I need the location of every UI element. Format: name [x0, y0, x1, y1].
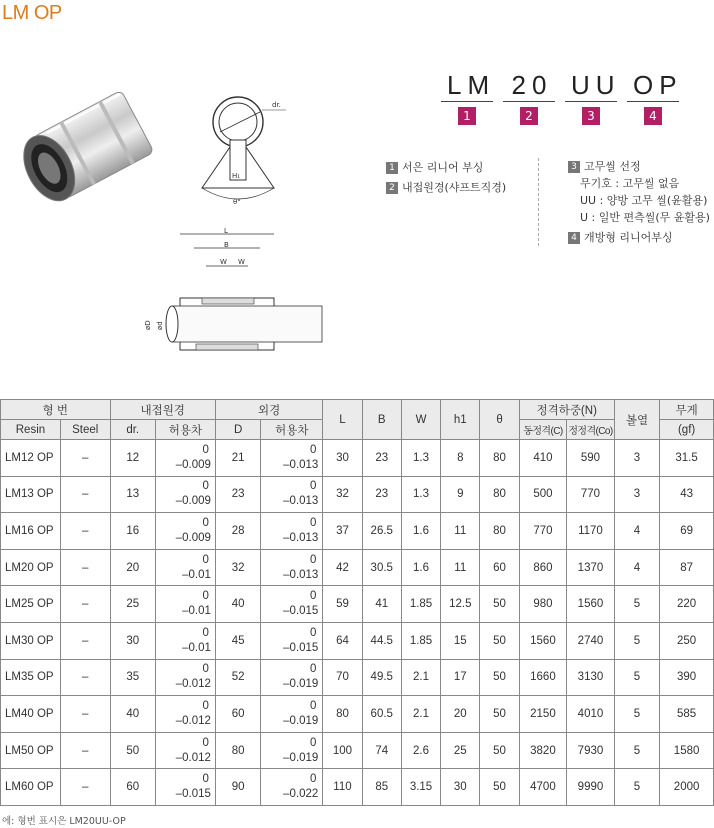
cell-theta: 50 [480, 586, 519, 623]
cell-W: 1.6 [401, 549, 440, 586]
header-theta: θ [480, 400, 519, 440]
cell-C: 4700 [519, 769, 567, 806]
cell-C: 500 [519, 476, 567, 513]
tolerance-upper: 0 [309, 590, 317, 603]
cell-C: 1660 [519, 659, 567, 696]
cell-gf: 69 [660, 513, 714, 550]
tolerance-lower: –0.012 [175, 678, 211, 691]
cell-theta: 60 [480, 549, 519, 586]
tolerance-lower: –0.012 [175, 751, 211, 764]
tolerance-cell [261, 769, 323, 806]
cell-balls: 5 [614, 696, 659, 733]
cell-theta: 50 [480, 769, 519, 806]
tolerance-cell [155, 732, 215, 769]
cell-L: 110 [323, 769, 362, 806]
cell-balls: 5 [614, 586, 659, 623]
cell-D: 90 [215, 769, 260, 806]
cell-resin: LM30 OP [1, 622, 61, 659]
tolerance-cell [261, 549, 323, 586]
cell-resin: LM35 OP [1, 659, 61, 696]
cell-W: 1.6 [401, 513, 440, 550]
cell-balls: 4 [614, 513, 659, 550]
legend-text: 내접원경(샤프트직경) [402, 181, 507, 194]
cell-Co: 7930 [567, 732, 615, 769]
cell-resin: LM12 OP [1, 440, 61, 477]
cell-steel: – [60, 440, 110, 477]
cell-balls: 3 [614, 440, 659, 477]
cell-dr: 40 [110, 696, 155, 733]
cell-D: 28 [215, 513, 260, 550]
side-drawing [136, 228, 326, 368]
cell-W: 2.6 [401, 732, 440, 769]
legend-sub-item: U : 일반 편측씰(무 윤활용) [580, 211, 710, 224]
header-D: D [215, 420, 260, 440]
code-number: 3 [582, 107, 600, 125]
header-ball-rows: 볼열 [614, 400, 659, 440]
cell-B: 85 [362, 769, 401, 806]
cell-balls: 5 [614, 622, 659, 659]
cell-W: 1.3 [401, 440, 440, 477]
cell-gf: 31.5 [660, 440, 714, 477]
legend-item-3 [568, 158, 710, 175]
tolerance-upper: 0 [202, 699, 209, 712]
tolerance-cell [261, 732, 323, 769]
tolerance-cell [155, 659, 215, 696]
legend-item-1 [386, 158, 506, 178]
cell-D: 52 [215, 659, 260, 696]
cell-resin: LM16 OP [1, 513, 61, 550]
cell-L: 37 [323, 513, 362, 550]
header-dynamic: 동정격(C) [519, 420, 567, 440]
tolerance-upper: 0 [309, 553, 317, 566]
cell-B: 30.5 [362, 549, 401, 586]
legend-sub-item: 무기호 : 고무씰 없음 [580, 177, 680, 190]
header-load: 정격하중(N) [519, 400, 614, 420]
tolerance-lower: –0.01 [182, 605, 211, 618]
code-segment: OP [627, 70, 679, 102]
cell-h1: 20 [441, 696, 480, 733]
cell-h1: 8 [441, 440, 480, 477]
cell-dr: 13 [110, 476, 155, 513]
header-B: B [362, 400, 401, 440]
cell-Co: 770 [567, 476, 615, 513]
cell-B: 41 [362, 586, 401, 623]
cell-resin: LM40 OP [1, 696, 61, 733]
cell-W: 3.15 [401, 769, 440, 806]
page-title: LM OP [2, 2, 62, 24]
cell-dr: 30 [110, 622, 155, 659]
tolerance-lower: –0.013 [283, 531, 319, 544]
tolerance-lower: –0.009 [175, 495, 211, 508]
tolerance-lower: –0.013 [283, 495, 319, 508]
tolerance-upper: 0 [309, 736, 317, 749]
cell-W: 1.3 [401, 476, 440, 513]
cell-Co: 9990 [567, 769, 615, 806]
cell-dr: 20 [110, 549, 155, 586]
cell-L: 100 [323, 732, 362, 769]
cell-steel: – [60, 513, 110, 550]
header-weight: 무게 [660, 400, 714, 420]
cell-B: 23 [362, 440, 401, 477]
tolerance-cell [261, 476, 323, 513]
legend-number: 2 [386, 182, 398, 194]
table-row [1, 769, 714, 806]
cell-W: 2.1 [401, 659, 440, 696]
tolerance-cell [155, 586, 215, 623]
cell-C: 410 [519, 440, 567, 477]
cell-resin: LM13 OP [1, 476, 61, 513]
tolerance-lower: –0.009 [175, 458, 211, 471]
cell-Co: 590 [567, 440, 615, 477]
legend-sub-item: UU : 양방 고무 씰(윤활용) [580, 194, 708, 207]
tolerance-cell [155, 440, 215, 477]
L-label: L [224, 228, 228, 235]
header-steel: Steel [60, 420, 110, 440]
cell-theta: 50 [480, 696, 519, 733]
tolerance-cell [261, 659, 323, 696]
cell-W: 2.1 [401, 696, 440, 733]
tolerance-upper: 0 [202, 773, 209, 786]
tolerance-lower: –0.013 [283, 568, 319, 581]
cell-theta: 80 [480, 513, 519, 550]
tolerance-lower: –0.015 [175, 788, 211, 801]
cell-steel: – [60, 732, 110, 769]
code-part-4 [622, 70, 684, 125]
tolerance-cell [155, 513, 215, 550]
cell-gf: 87 [660, 549, 714, 586]
header-dr: dr. [110, 420, 155, 440]
B-label: B [224, 241, 229, 249]
cell-D: 21 [215, 440, 260, 477]
header-outer: 외경 [215, 400, 322, 420]
header-gf: (gf) [660, 420, 714, 440]
legend-left [386, 158, 506, 198]
cell-gf: 585 [660, 696, 714, 733]
cell-L: 70 [323, 659, 362, 696]
tolerance-upper: 0 [202, 590, 209, 603]
tolerance-cell [155, 696, 215, 733]
cell-Co: 2740 [567, 622, 615, 659]
cell-D: 32 [215, 549, 260, 586]
tolerance-upper: 0 [202, 480, 209, 493]
table-row [1, 549, 714, 586]
code-number: 2 [520, 107, 538, 125]
tolerance-cell [261, 440, 323, 477]
tolerance-lower: –0.01 [182, 641, 211, 654]
header-static: 정정격(Co) [567, 420, 615, 440]
cell-h1: 11 [441, 549, 480, 586]
tolerance-upper: 0 [202, 663, 209, 676]
tolerance-lower: –0.015 [283, 605, 319, 618]
cell-steel: – [60, 696, 110, 733]
tolerance-upper: 0 [309, 663, 317, 676]
tolerance-lower: –0.019 [283, 714, 319, 727]
cell-dr: 60 [110, 769, 155, 806]
legend-text: 서은 리니어 부싱 [402, 161, 484, 174]
cell-balls: 3 [614, 476, 659, 513]
header-W: W [401, 400, 440, 440]
table-row [1, 696, 714, 733]
code-part-3 [560, 70, 622, 125]
cell-D: 80 [215, 732, 260, 769]
table-row [1, 732, 714, 769]
tolerance-upper: 0 [309, 516, 317, 529]
tolerance-upper: 0 [309, 699, 317, 712]
table-row [1, 622, 714, 659]
cell-C: 860 [519, 549, 567, 586]
header-tolerance: 허용차 [155, 420, 215, 440]
tolerance-lower: –0.019 [283, 751, 319, 764]
tolerance-cell [261, 586, 323, 623]
cell-gf: 220 [660, 586, 714, 623]
tolerance-lower: –0.015 [283, 641, 319, 654]
cell-resin: LM50 OP [1, 732, 61, 769]
cell-C: 770 [519, 513, 567, 550]
bearing-photo [14, 82, 164, 212]
header-inner: 내접원경 [110, 400, 215, 420]
cell-h1: 11 [441, 513, 480, 550]
theta-label: θ° [233, 198, 241, 206]
cell-C: 2150 [519, 696, 567, 733]
cell-D: 45 [215, 622, 260, 659]
header-tolerance-2: 허용차 [261, 420, 323, 440]
cell-B: 23 [362, 476, 401, 513]
cell-D: 40 [215, 586, 260, 623]
cell-C: 1560 [519, 622, 567, 659]
tolerance-cell [155, 622, 215, 659]
cell-balls: 5 [614, 732, 659, 769]
cell-resin: LM60 OP [1, 769, 61, 806]
cell-theta: 50 [480, 732, 519, 769]
tolerance-upper: 0 [202, 626, 209, 639]
code-segment: 20 [503, 70, 555, 102]
cell-steel: – [60, 659, 110, 696]
tolerance-cell [261, 513, 323, 550]
cell-L: 59 [323, 586, 362, 623]
cell-dr: 16 [110, 513, 155, 550]
header-h1: h1 [441, 400, 480, 440]
legend-right [568, 158, 710, 246]
cell-D: 60 [215, 696, 260, 733]
cell-theta: 80 [480, 476, 519, 513]
cell-dr: 35 [110, 659, 155, 696]
header-L: L [323, 400, 362, 440]
tolerance-cell [261, 622, 323, 659]
cell-gf: 250 [660, 622, 714, 659]
cell-B: 44.5 [362, 622, 401, 659]
footnote: 에: 형번 표시은 LM20UU-OP [2, 816, 126, 827]
tolerance-lower: –0.009 [175, 531, 211, 544]
Dd-label: ød [156, 321, 164, 330]
cell-balls: 5 [614, 769, 659, 806]
tolerance-upper: 0 [202, 553, 209, 566]
cell-gf: 2000 [660, 769, 714, 806]
spec-table [0, 399, 714, 806]
cell-dr: 25 [110, 586, 155, 623]
cell-h1: 30 [441, 769, 480, 806]
legend-number: 1 [386, 162, 398, 174]
cell-theta: 50 [480, 659, 519, 696]
cell-gf: 1580 [660, 732, 714, 769]
tolerance-upper: 0 [309, 443, 317, 456]
code-number: 4 [644, 107, 662, 125]
cell-Co: 3130 [567, 659, 615, 696]
tolerance-upper: 0 [202, 736, 209, 749]
tolerance-upper: 0 [202, 516, 209, 529]
legend-text: 고무씰 선정 [584, 160, 641, 173]
W-label-1: W [220, 258, 227, 266]
cell-steel: – [60, 586, 110, 623]
cell-h1: 12.5 [441, 586, 480, 623]
section-drawing [196, 92, 296, 212]
cell-resin: LM25 OP [1, 586, 61, 623]
cell-Co: 1560 [567, 586, 615, 623]
tolerance-cell [261, 696, 323, 733]
cell-Co: 1170 [567, 513, 615, 550]
tolerance-upper: 0 [202, 443, 209, 456]
cell-L: 64 [323, 622, 362, 659]
cell-L: 32 [323, 476, 362, 513]
tolerance-cell [155, 476, 215, 513]
code-part-2 [498, 70, 560, 125]
cell-steel: – [60, 622, 110, 659]
cell-B: 60.5 [362, 696, 401, 733]
cell-B: 26.5 [362, 513, 401, 550]
legend-divider [538, 158, 539, 246]
table-row [1, 586, 714, 623]
D-label: øD [144, 320, 152, 330]
cell-h1: 15 [441, 622, 480, 659]
cell-B: 49.5 [362, 659, 401, 696]
cell-balls: 4 [614, 549, 659, 586]
table-row [1, 440, 714, 477]
tolerance-cell [155, 769, 215, 806]
cell-h1: 17 [441, 659, 480, 696]
cell-h1: 9 [441, 476, 480, 513]
cell-steel: – [60, 769, 110, 806]
table-row [1, 659, 714, 696]
tolerance-upper: 0 [309, 480, 317, 493]
cell-L: 30 [323, 440, 362, 477]
cell-L: 42 [323, 549, 362, 586]
cell-C: 3820 [519, 732, 567, 769]
code-segment: UU [565, 70, 617, 102]
cell-W: 1.85 [401, 622, 440, 659]
cell-resin: LM20 OP [1, 549, 61, 586]
cell-theta: 50 [480, 622, 519, 659]
header-resin: Resin [1, 420, 61, 440]
cell-h1: 25 [441, 732, 480, 769]
h1-label: H₁ [232, 172, 241, 180]
dr-label: dr. [272, 101, 281, 109]
tolerance-lower: –0.013 [283, 458, 319, 471]
table-row [1, 476, 714, 513]
cell-D: 23 [215, 476, 260, 513]
W-label-2: W [238, 258, 245, 266]
legend-number: 4 [568, 232, 580, 244]
tolerance-lower: –0.022 [283, 788, 319, 801]
cell-theta: 80 [480, 440, 519, 477]
table-row [1, 513, 714, 550]
cell-C: 980 [519, 586, 567, 623]
tolerance-lower: –0.01 [182, 568, 211, 581]
model-code [436, 70, 684, 125]
cell-balls: 5 [614, 659, 659, 696]
legend-number: 3 [568, 161, 580, 173]
code-number: 1 [458, 107, 476, 125]
cell-Co: 4010 [567, 696, 615, 733]
legend-text: 개방형 리니어부싱 [584, 231, 673, 244]
tolerance-upper: 0 [309, 626, 317, 639]
tolerance-lower: –0.019 [283, 678, 319, 691]
tolerance-lower: –0.012 [175, 714, 211, 727]
cell-dr: 50 [110, 732, 155, 769]
cell-W: 1.85 [401, 586, 440, 623]
cell-L: 80 [323, 696, 362, 733]
cell-Co: 1370 [567, 549, 615, 586]
cell-B: 74 [362, 732, 401, 769]
cell-dr: 12 [110, 440, 155, 477]
cell-steel: – [60, 549, 110, 586]
code-segment: LM [441, 70, 493, 102]
legend-item-2 [386, 178, 506, 198]
code-part-1 [436, 70, 498, 125]
cell-gf: 390 [660, 659, 714, 696]
cell-steel: – [60, 476, 110, 513]
cell-gf: 43 [660, 476, 714, 513]
tolerance-cell [155, 549, 215, 586]
spec-table-body [1, 440, 714, 806]
legend-item-4 [568, 229, 710, 246]
header-model: 형 번 [1, 400, 111, 420]
tolerance-upper: 0 [309, 773, 317, 786]
